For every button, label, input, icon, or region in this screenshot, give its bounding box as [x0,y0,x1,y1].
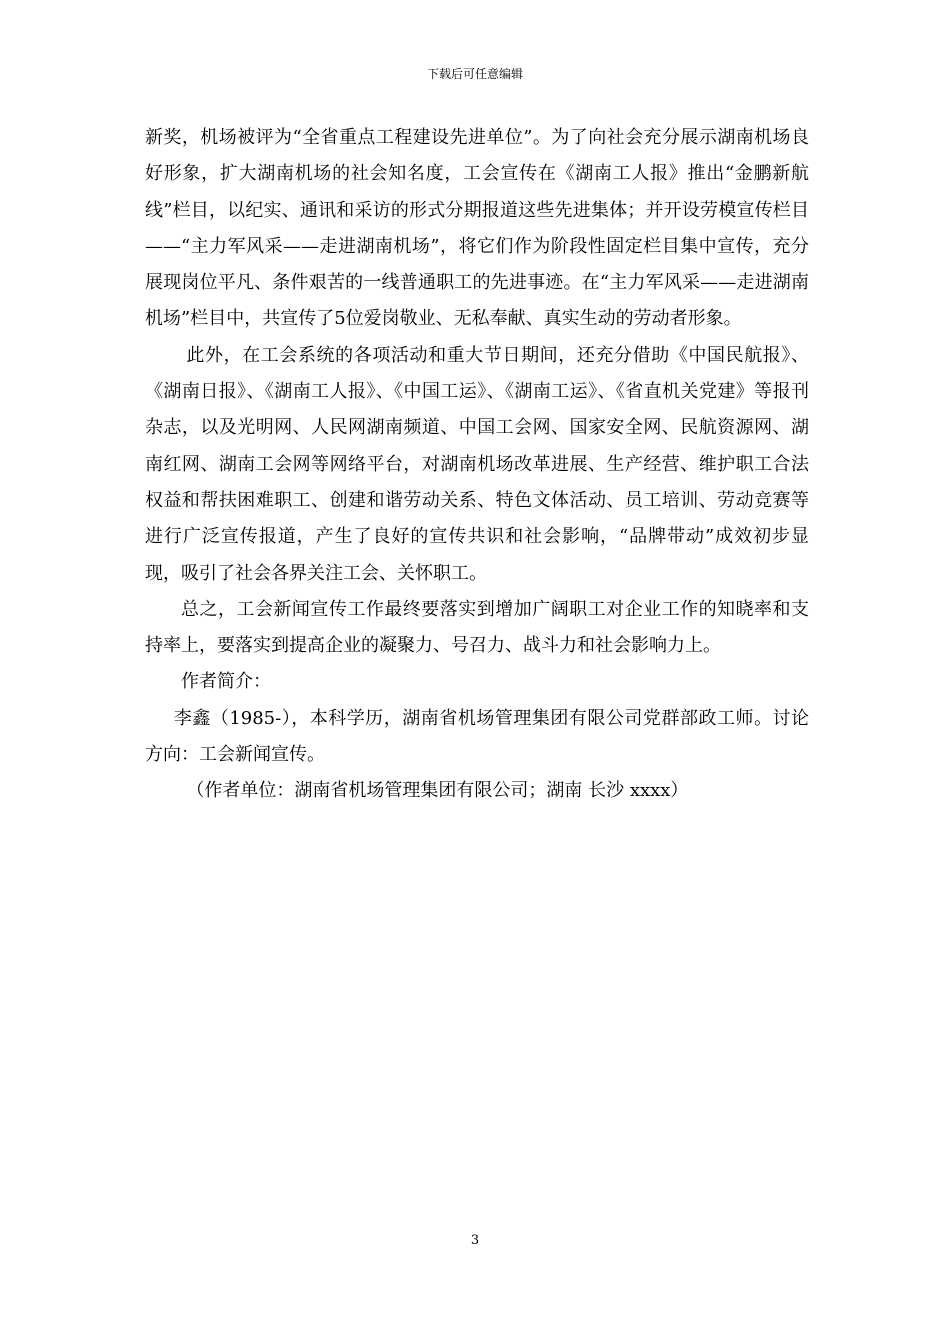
author-intro-heading: 作者简介： [181,671,271,693]
page-number: 3 [470,1233,480,1248]
document-body [145,120,809,810]
paragraph-media-platforms: 此外，在工会系统的各项活动和重大节日期间，还充分借助《中国民航报》、《湖南日报》、《湖南工人报》、《中国工运》、《湖南工运》、《省直机关党建》等报刊杂志，以及光明网、人民网湖南频道、中国工会网、国家安全网、民航资源网、湖南红网、湖南工会网等网络平台，对湖南机场改革进展、生产经营、维护职工合法权益和帮扶困难职工、创建和谐劳动关系、特色文体活动、员工培训、劳动竞赛等进行广泛宣传报道，产生了良好的宣传共识和社会影响，“品牌带动”成效初步显现，吸引了社会各界关注工会、关怀职工。 [145,344,809,584]
paragraph-conclusion: 总之，工会新闻宣传工作最终要落实到增加广阔职工对企业工作的知晓率和支持率上，要落实到提高企业的凝聚力、号召力、战斗力和社会影响力上。 [145,598,809,657]
author-affiliation: （作者单位：湖南省机场管理集团有限公司；湖南 长沙 xxxx） [186,780,689,802]
author-bio: 李鑫（1985-），本科学历，湖南省机场管理集团有限公司党群部政工师。讨论方向：工会新闻宣传。 [145,707,809,766]
download-editable-note: 下载后可任意编辑 [426,67,523,81]
paragraph-airport-publicity: 新奖，机场被评为“全省重点工程建设先进单位”。为了向社会充分展示湖南机场良好形象，扩大湖南机场的社会知名度，工会宣传在《湖南工人报》推出“金鹏新航线”栏目，以纪实、通讯和采访的形式分期报道这些先进集体；并开设劳模宣传栏目——“主力军风采——走进湖南机场”，将它们作为阶段性固定栏目集中宣传，充分展现岗位平凡、条件艰苦的一线普通职工的先进事迹。在“主力军风采——走进湖南机场”栏目中，共宣传了5位爱岗敬业、无私奉献、真实生动的劳动者形象。 [145,127,809,330]
